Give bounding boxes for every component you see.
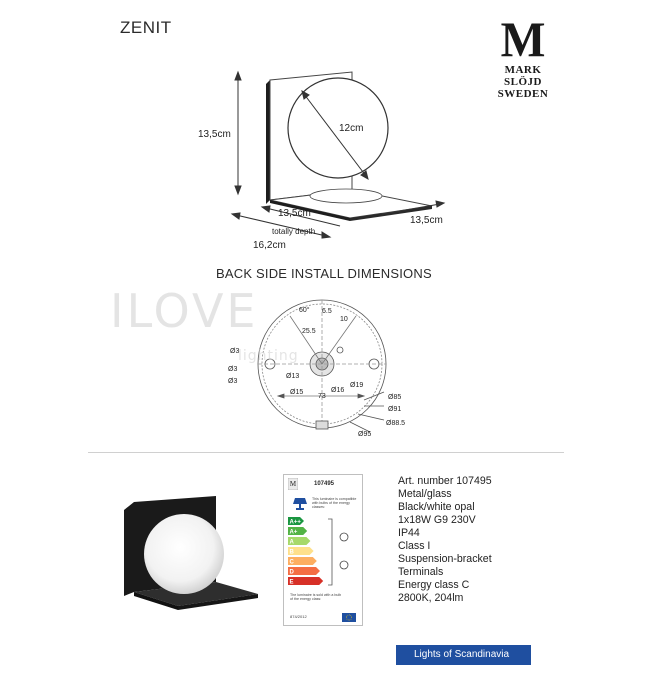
- install-label-6-5: 6.5: [322, 308, 332, 315]
- install-label-d3-b: Ø3: [228, 366, 238, 373]
- spec-line: Suspension-bracket: [398, 553, 492, 565]
- spec-line: Terminals: [398, 566, 444, 578]
- energy-class-label: E: [289, 579, 294, 586]
- install-label-d13: Ø13: [286, 373, 300, 380]
- energy-scale: [288, 517, 358, 589]
- section-divider: [88, 452, 564, 453]
- install-label-d91: Ø91: [388, 406, 402, 413]
- spec-line: Energy class C: [398, 579, 470, 591]
- energy-class-label: D: [289, 569, 294, 576]
- energy-class-label: C: [289, 559, 294, 566]
- total-depth-caption: totally depth: [272, 227, 316, 236]
- width-label: 13,5cm: [278, 208, 311, 219]
- height-arrow: [235, 72, 241, 194]
- lamp-icon: [292, 497, 308, 511]
- spec-line: Art. number 107495: [398, 475, 492, 487]
- energy-class-label: A+: [289, 529, 298, 536]
- watermark-sub: lighting: [238, 348, 299, 364]
- bulb-icon: [340, 533, 348, 541]
- depth-label: 13,5cm: [410, 215, 443, 226]
- install-label-d19: Ø19: [350, 382, 364, 389]
- install-section-title: BACK SIDE INSTALL DIMENSIONS: [216, 266, 432, 281]
- logo-line-3: SWEDEN: [497, 88, 549, 100]
- logo-letter: M: [500, 11, 546, 67]
- photo-globe: [144, 514, 224, 594]
- spec-line: Class I: [398, 540, 431, 552]
- footer-banner: Lights of Scandinavia: [396, 645, 531, 665]
- class-range-bracket: [328, 519, 332, 585]
- install-label-d85: Ø85: [388, 394, 402, 401]
- install-label-d3-c: Ø3: [228, 378, 238, 385]
- install-label-25: 25.5: [302, 328, 316, 335]
- install-label-60: 60°: [299, 307, 310, 314]
- eu-flag-icon: [342, 613, 356, 622]
- logo-line-2: SLÖJD: [504, 76, 542, 88]
- dimension-drawing: [0, 0, 650, 260]
- energy-class-label: A: [289, 539, 294, 546]
- svg-text:M: M: [289, 480, 297, 488]
- install-label-10: 10: [340, 316, 348, 323]
- energy-label-card: [283, 474, 363, 626]
- spec-line: Metal/glass: [398, 488, 452, 500]
- install-drawing: [0, 280, 650, 450]
- label-brand-icon: [288, 478, 298, 490]
- product-title: ZENIT: [120, 18, 172, 37]
- install-label-d15: Ø15: [290, 389, 304, 396]
- energy-class-label: B: [289, 549, 294, 556]
- logo-line-1: MARK: [504, 64, 542, 76]
- install-label-d88: Ø88.5: [386, 420, 406, 427]
- spec-line: 1x18W G9 230V: [398, 514, 476, 526]
- product-specs: [398, 475, 492, 605]
- height-label: 13,5cm: [198, 129, 231, 140]
- label-compat-text: This luminaire is compatible with bulbs of the energy classes:: [312, 497, 357, 510]
- spec-line: 2800K, 204lm: [398, 592, 464, 604]
- label-sold-text: The luminaire is sold with a bulb of the energy class:: [290, 593, 342, 602]
- watermark: ILOVE: [110, 284, 259, 338]
- install-label-73: 73: [318, 393, 326, 400]
- label-regulation: 874/2012: [290, 614, 307, 619]
- label-article-number: 107495: [314, 481, 335, 487]
- install-label-d3-a: Ø3: [230, 348, 240, 355]
- install-label-d95: Ø95: [358, 431, 372, 438]
- spec-line: Black/white opal: [398, 501, 475, 513]
- spec-line: IP44: [398, 527, 420, 539]
- bulb-icon: [340, 561, 348, 569]
- product-photo: [120, 482, 268, 616]
- diameter-label: 12cm: [339, 123, 364, 134]
- install-label-d16: Ø16: [331, 387, 345, 394]
- total-depth-label: 16,2cm: [253, 240, 286, 251]
- energy-class-label: A++: [289, 519, 301, 526]
